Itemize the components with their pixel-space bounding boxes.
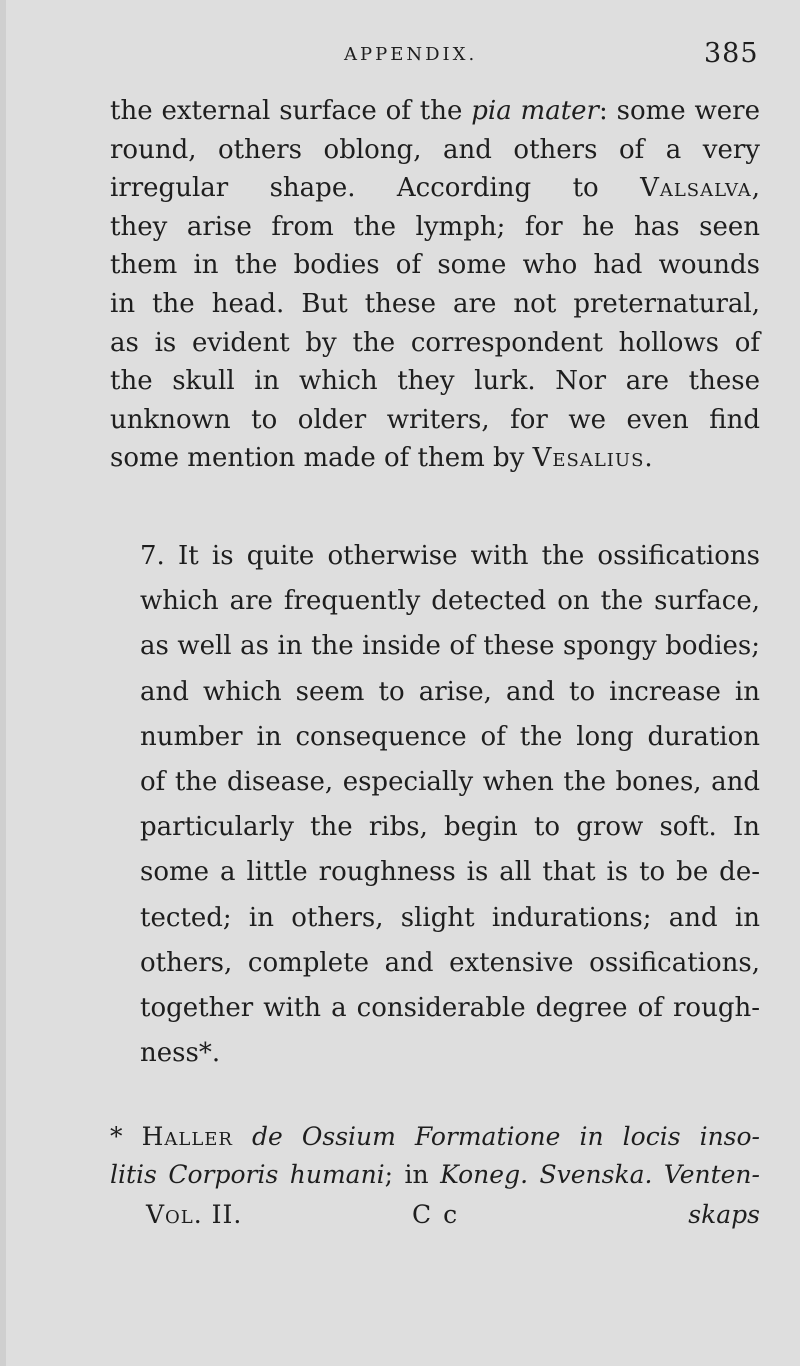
text-line: particularly the ribs, begin to grow soft. In (140, 812, 760, 843)
running-head: APPENDIX. (344, 44, 478, 65)
page-footer (110, 1200, 760, 1240)
text-line: ness*. (140, 1038, 221, 1069)
latin-term: pia mater (471, 96, 599, 126)
author-name: Haller (141, 1122, 233, 1151)
text-line: round, others oblong, and others of a very (110, 134, 760, 165)
text-line: together with a considerable degree of rough- (140, 993, 760, 1024)
text-line: which are frequently detected on the surface, (140, 586, 760, 617)
text-line: some a little roughness is all that is to be de- (140, 857, 760, 888)
text-line: irregular shape. According to Valsalva, (110, 173, 760, 204)
paragraph-1 (110, 92, 760, 478)
text-line: the external surface of the pia mater: some were (110, 96, 760, 126)
author-name: Vesalius (532, 443, 645, 474)
volume-label: Vol. II. (146, 1200, 243, 1229)
text-line: number in consequence of the long duration (140, 721, 760, 752)
catchword: skaps (688, 1200, 760, 1229)
text-line: and which seem to arise, and to increase in (140, 676, 760, 707)
footnote-line: litis Corporis humani; in Koneg. Svenska. Venten- (110, 1160, 760, 1189)
author-name: Valsalva (640, 173, 752, 204)
text-line: unknown to older writers, for we even find (110, 404, 760, 435)
text-line: in the head. But these are not preternatural, (110, 288, 760, 319)
text-line: as well as in the inside of these spongy bodies; (140, 631, 760, 662)
text-line: as is evident by the correspondent hollows of (110, 327, 760, 358)
footnote (110, 1118, 760, 1194)
text-line: others, complete and extensive ossifications, (140, 947, 760, 978)
footnote-marker: * (110, 1122, 142, 1151)
text-line: some mention made of them by Vesalius. (110, 443, 653, 474)
text-line: they arise from the lymph; for he has seen (110, 211, 760, 242)
paragraph-2 (110, 534, 760, 1076)
signature-mark: C c (412, 1200, 460, 1229)
text-line: of the disease, especially when the bones, and (140, 767, 760, 798)
page-header (6, 38, 800, 88)
page-number: 385 (704, 38, 759, 69)
text-line: the skull in which they lurk. Nor are these (110, 366, 760, 397)
text-line: 7. It is quite otherwise with the ossifications (140, 541, 760, 571)
text-line: them in the bodies of some who had wounds (110, 250, 760, 281)
text-line: tected; in others, slight indurations; and in (140, 902, 760, 933)
footnote-line: * Haller de Ossium Formatione in locis inso- (110, 1122, 760, 1151)
